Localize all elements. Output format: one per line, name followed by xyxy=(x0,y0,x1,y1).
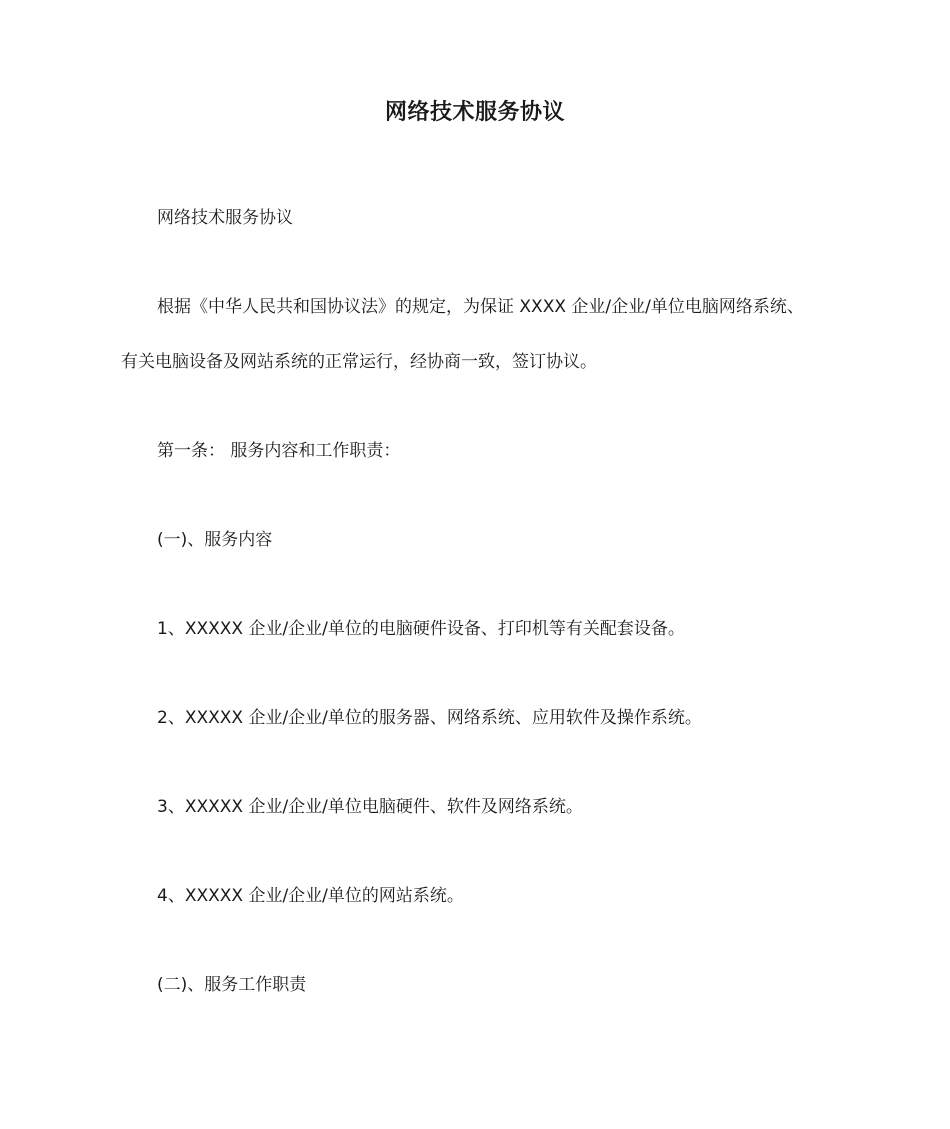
service-item-3: 3、XXXXX 企业/企业/单位电脑硬件、软件及网络系统。 xyxy=(157,797,583,817)
section-one-heading: (一)、服务内容 xyxy=(157,530,273,550)
subtitle-paragraph: 网络技术服务协议 xyxy=(157,208,293,228)
service-item-2: 2、XXXXX 企业/企业/单位的服务器、网络系统、应用软件及操作系统。 xyxy=(157,708,702,728)
intro-paragraph-line-2: 有关电脑设备及网站系统的正常运行，经协商一致，签订协议。 xyxy=(121,352,597,372)
intro-paragraph-line-1: 根据《中华人民共和国协议法》的规定，为保证 XXXX 企业/企业/单位电脑网络系统、 xyxy=(157,297,804,317)
article-one-heading: 第一条： 服务内容和工作职责： xyxy=(157,441,401,461)
document-title: 网络技术服务协议 xyxy=(384,100,565,125)
service-item-1: 1、XXXXX 企业/企业/单位的电脑硬件设备、打印机等有关配套设备。 xyxy=(157,619,685,639)
section-two-heading: (二)、服务工作职责 xyxy=(157,975,307,995)
service-item-4: 4、XXXXX 企业/企业/单位的网站系统。 xyxy=(157,886,464,906)
